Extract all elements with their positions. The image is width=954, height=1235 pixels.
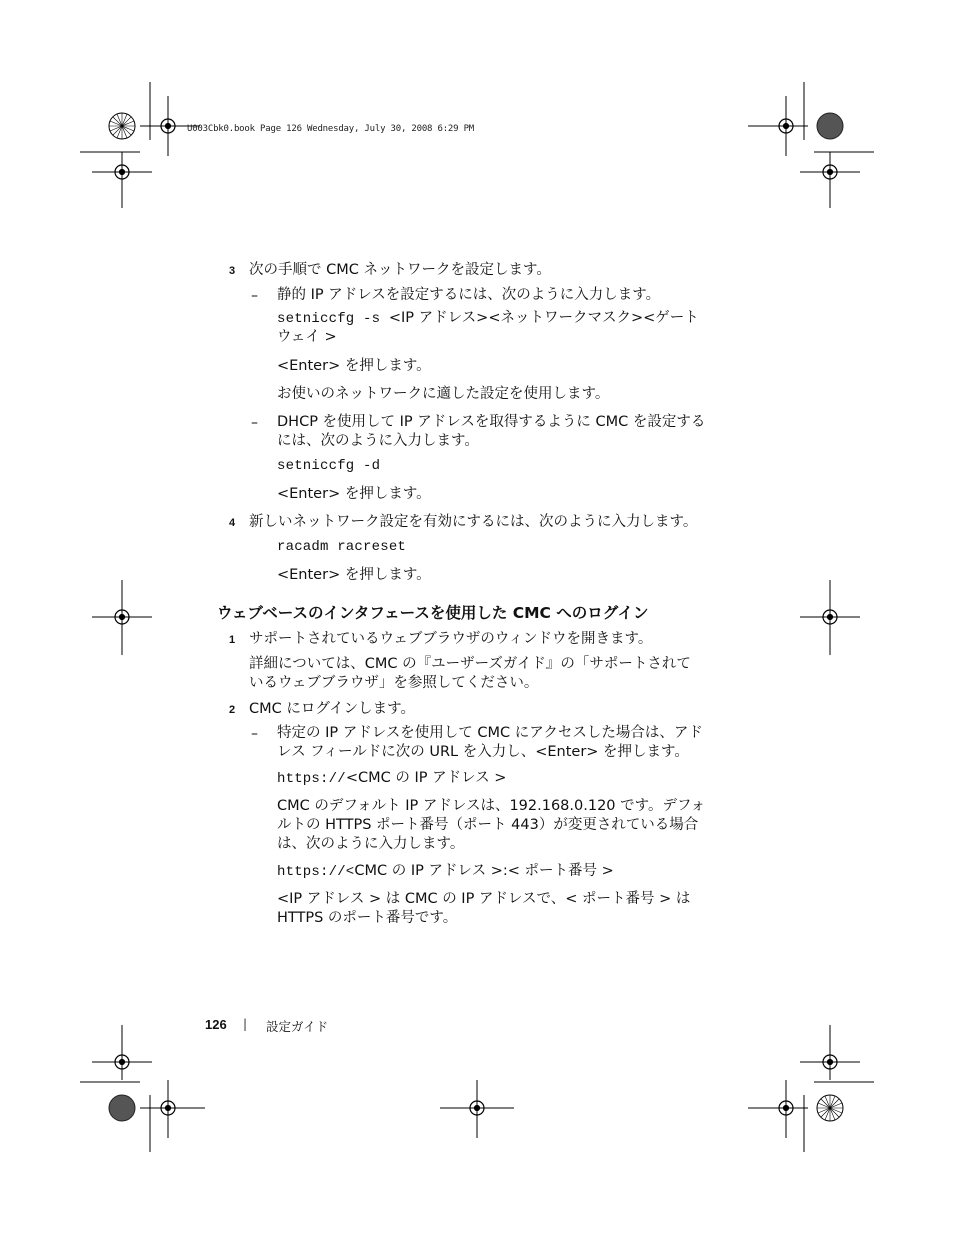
command-args-cont: ウェイ > (277, 329, 337, 345)
step-number: 2 (229, 704, 236, 716)
url-placeholder: <CMC の IP アドレス > (345, 770, 507, 786)
star-target-icon (109, 113, 135, 139)
bullet-dash: – (251, 288, 258, 304)
detail-text: 詳細については、CMC の『ユーザーズガイド』の「サポートされて (249, 656, 691, 672)
section-heading: ウェブベースのインタフェースを使用した CMC へのログイン (217, 604, 649, 622)
step-text: 新しいネットワーク設定を有効にするには、次のように入力します。 (249, 514, 698, 530)
enter-instruction: <Enter> を押します。 (277, 567, 431, 583)
url-scheme: https://< (277, 864, 355, 880)
default-ip-text-cont: は、次のように入力します。 (277, 836, 465, 852)
url-line (277, 862, 614, 882)
gray-disc-icon (109, 1095, 135, 1121)
bullet-dash: – (251, 726, 258, 742)
substep-text-cont: レス フィールドに次の URL を入力し、<Enter> を押します。 (277, 744, 689, 760)
step-number: 3 (229, 265, 236, 277)
substep-text: 特定の IP アドレスを使用して CMC にアクセスした場合は、アド (277, 725, 703, 741)
explain-text-cont: HTTPS のポート番号です。 (277, 910, 458, 926)
gray-disc-icon (817, 113, 843, 139)
default-ip-text-cont: ルトの HTTPS ポート番号（ポート 443）が変更されている場合 (277, 817, 699, 833)
url-line (277, 769, 506, 789)
url-scheme: https:// (277, 771, 346, 787)
star-target-icon (817, 1095, 843, 1121)
step-number: 1 (229, 634, 236, 646)
command-line (277, 309, 699, 329)
command-code: setniccfg -s (277, 311, 389, 327)
substep-text: 静的 IP アドレスを設定するには、次のように入力します。 (277, 287, 661, 303)
substep-text: DHCP を使用して IP アドレスを取得するように CMC を設定する (277, 414, 706, 430)
command-args: <IP アドレス><ネットワークマスク><ゲート (388, 310, 699, 326)
footer-separator: | (243, 1017, 248, 1031)
url-placeholder: CMC の IP アドレス >:< ポート番号 > (354, 863, 614, 879)
detail-text-cont: いるウェブブラウザ」を参照してください。 (249, 675, 539, 691)
step-text: サポートされているウェブブラウザのウィンドウを開きます。 (249, 631, 653, 647)
enter-instruction: <Enter> を押します。 (277, 358, 431, 374)
enter-instruction: <Enter> を押します。 (277, 486, 431, 502)
command-code: racadm racreset (277, 539, 407, 555)
note-text: お使いのネットワークに適した設定を使用します。 (277, 386, 610, 402)
page-number: 126 (205, 1017, 227, 1032)
command-code: setniccfg -d (277, 458, 381, 474)
step-text: 次の手順で CMC ネットワークを設定します。 (249, 262, 551, 278)
footer-title: 設定ガイド (266, 1019, 329, 1034)
bullet-dash: – (251, 415, 258, 431)
step-text: CMC にログインします。 (249, 701, 415, 717)
explain-text: <IP アドレス > は CMC の IP アドレスで、< ポート番号 > は (277, 891, 691, 907)
step-number: 4 (229, 517, 236, 529)
default-ip-text: CMC のデフォルト IP アドレスは、192.168.0.120 です。デフォ (277, 798, 706, 814)
print-header: U003Cbk0.book Page 126 Wednesday, July 30, 2008 6:29 PM (187, 124, 475, 134)
substep-text-cont: には、次のように入力します。 (277, 433, 479, 449)
